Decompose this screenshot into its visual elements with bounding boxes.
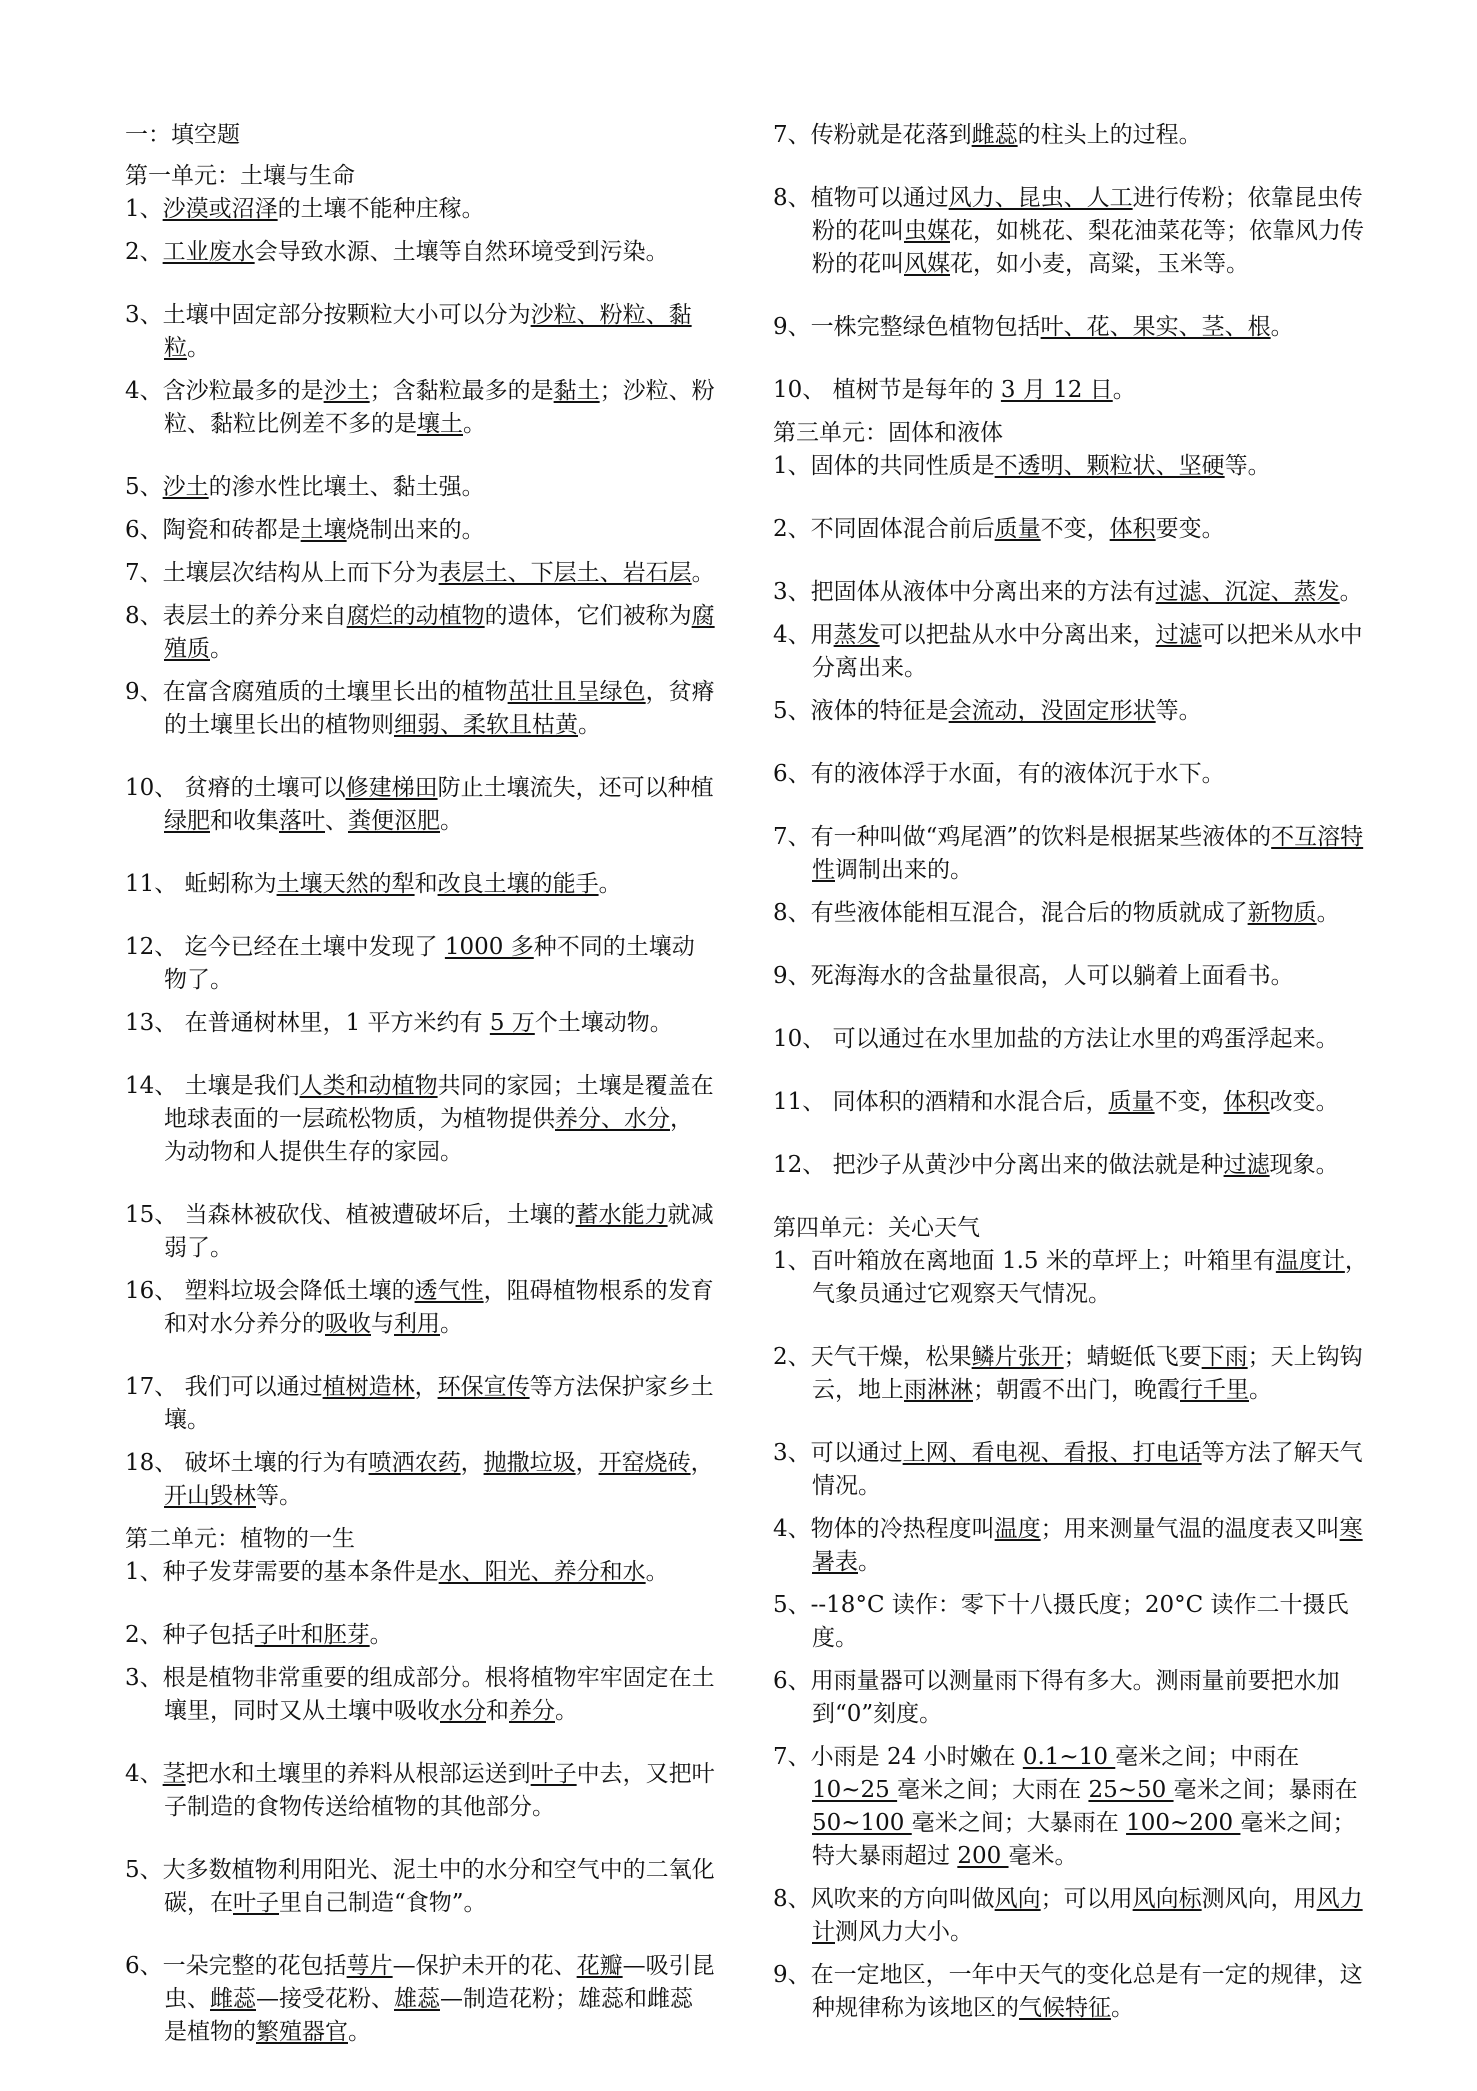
question-text: ，	[414, 1374, 438, 1400]
answer-text: 萼片	[346, 1953, 393, 1979]
question-text: ；沙粒、粉粒、黏粒比例差不多的是	[164, 378, 715, 437]
right-question-item	[773, 897, 1368, 930]
answer-text: 100~200	[1126, 1810, 1241, 1836]
question-text: 2、天气干燥，松果	[773, 1344, 972, 1370]
answer-text: 1000 多	[444, 934, 534, 960]
answer-text: 50~100	[812, 1810, 912, 1836]
question-text: 。	[1112, 377, 1136, 403]
question-text: 种不同的土壤动物了。	[164, 934, 695, 993]
left-question-item	[125, 1371, 715, 1437]
left-column	[125, 119, 715, 2059]
left-question-item	[125, 193, 715, 226]
right-question-item	[773, 1437, 1368, 1503]
answer-text: 水分	[440, 1698, 486, 1724]
question-text: ；含黏粒最多的是	[369, 378, 554, 404]
right-question-item	[773, 576, 1368, 609]
question-text: 毫米。	[1008, 1843, 1078, 1869]
answer-text: 不透明、颗粒状、坚硬	[994, 453, 1225, 479]
question-text: 11、 同体积的酒精和水混合后，	[773, 1089, 1109, 1115]
question-text: 10、 植树节是每年的	[773, 377, 1001, 403]
question-text: 毫米之间；中雨在	[1115, 1744, 1300, 1770]
right-question-item	[773, 1245, 1368, 1311]
right-question-item	[773, 1665, 1368, 1731]
question-text: 测风力大小。	[835, 1919, 973, 1945]
left-question-item	[125, 557, 715, 590]
question-text: 12、 迄今已经在土壤中发现了	[125, 934, 445, 960]
answer-text: 喷洒农药	[368, 1450, 461, 1476]
answer-text: 10~25	[812, 1777, 898, 1803]
question-text: 毫米之间；大暴雨在	[911, 1810, 1127, 1836]
question-text: 8、风吹来的方向叫做	[773, 1886, 995, 1912]
question-text: 7、小雨是 24 小时嫩在	[773, 1744, 1023, 1770]
answer-text: 过滤	[1223, 1152, 1270, 1178]
question-text: 8、有些液体能相互混合，混合后的物质就成了	[773, 900, 1248, 926]
answer-text: 会流动，没固定形状	[948, 698, 1156, 724]
left-question-item	[125, 471, 715, 504]
question-text: 8、表层土的养分来自	[125, 603, 347, 629]
right-question-item	[773, 695, 1368, 728]
answer-text: 吸收	[325, 1311, 371, 1337]
question-text: 。	[1316, 900, 1340, 926]
question-text: 3、把固体从液体中分离出来的方法有	[773, 579, 1156, 605]
question-text: 。	[1111, 1995, 1134, 2021]
answer-text: 雄蕊	[394, 1986, 440, 2012]
question-text: ；用来测量气温的温度表又叫	[1040, 1516, 1340, 1542]
question-text: 13、 在普通树林里，1 平方米约有	[125, 1010, 490, 1036]
question-text: 。	[598, 871, 622, 897]
question-text: 不变，	[1154, 1089, 1224, 1115]
answer-text: 利用	[394, 1311, 440, 1337]
right-question-item	[773, 1883, 1368, 1949]
question-text: 4、	[125, 1761, 163, 1787]
left-question-item	[125, 299, 715, 365]
left-question-item	[125, 1950, 715, 2049]
left-question-item	[125, 1619, 715, 1652]
answer-text: 风向	[994, 1886, 1041, 1912]
question-text: 3、可以通过	[773, 1440, 903, 1466]
right-column	[773, 119, 1368, 2035]
right-question-item	[773, 1086, 1368, 1119]
answer-text: 0.1~10	[1022, 1744, 1116, 1770]
right-question-item	[773, 1589, 1368, 1655]
question-text: 的遗体，它们被称为	[484, 603, 692, 629]
question-text: 4、用	[773, 622, 834, 648]
answer-text: 壤土	[417, 411, 463, 437]
question-text: 2、不同固体混合前后	[773, 516, 995, 542]
answer-text: 雨淋淋	[904, 1377, 973, 1403]
answer-text: 黏土	[553, 378, 600, 404]
question-text: 10、 贫瘠的土壤可以	[125, 775, 346, 801]
right-question-item	[773, 960, 1368, 993]
question-text: 要变。	[1155, 516, 1225, 542]
question-text: 和收集	[210, 808, 279, 834]
question-text: 8、植物可以通过	[773, 185, 949, 211]
question-text: 里自己制造“食物”。	[279, 1890, 487, 1916]
answer-text: 细弱、柔软且枯黄	[394, 712, 578, 738]
right-question-item	[773, 1341, 1368, 1407]
question-text: 和	[414, 871, 438, 897]
left-section-heading	[125, 119, 715, 152]
question-text: 花，如桃花、梨花油菜花等；依靠风力传粉的花叫	[812, 218, 1364, 277]
left-question-item	[125, 375, 715, 441]
question-text: 毫米之间；暴雨在	[1173, 1777, 1358, 1803]
question-text: 2、种子包括	[125, 1622, 255, 1648]
answer-text: 透气性	[414, 1278, 484, 1304]
right-question-item	[773, 1149, 1368, 1182]
answer-text: 沙漠或沼泽	[162, 196, 278, 222]
right-question-item	[773, 119, 1368, 152]
question-text: 会导致水源、土壤等自然环境受到污染。	[254, 239, 669, 265]
answer-text: 养分	[509, 1698, 555, 1724]
question-text: 。	[858, 1549, 881, 1575]
answer-text: 5 万	[489, 1010, 535, 1036]
answer-text: 寒暑表	[812, 1516, 1363, 1575]
answer-text: 虫媒	[904, 218, 950, 244]
question-text: 。	[440, 1311, 463, 1337]
answer-text: 温度	[994, 1516, 1041, 1542]
answer-text: 上网、看电视、看报、打电话	[902, 1440, 1202, 1466]
question-text: 1、	[125, 196, 163, 222]
question-text: 个土壤动物。	[534, 1010, 673, 1036]
right-question-item	[773, 1513, 1368, 1579]
question-text: 把水和土壤里的养料从根部运送到	[185, 1761, 531, 1787]
question-text: 和	[486, 1698, 509, 1724]
right-question-item	[773, 450, 1368, 483]
answer-text: 雌蕊	[971, 122, 1018, 148]
question-text: 7、有一种叫做“鸡尾酒”的饮料是根据某些液体的	[773, 824, 1272, 850]
left-question-item	[125, 676, 715, 742]
answer-text: 沙土	[162, 474, 209, 500]
question-text: 防止土壤流失，还可以种植	[437, 775, 714, 801]
answer-text: 人类和动植物	[299, 1073, 438, 1099]
question-text: 可以把盐从水中分离出来，	[879, 622, 1156, 648]
question-text: 。	[1270, 314, 1294, 340]
answer-text: 风向标	[1132, 1886, 1202, 1912]
question-text: ，	[575, 1450, 599, 1476]
answer-text: 土壤	[300, 517, 347, 543]
question-text: 9、在富含腐殖质的土壤里长出的植物	[125, 679, 508, 705]
left-question-item	[125, 1070, 715, 1169]
question-text: 11、 蚯蚓称为	[125, 871, 277, 897]
question-text: 花，如小麦，高粱，玉米等。	[950, 251, 1249, 277]
answer-text: 粪便沤肥	[348, 808, 440, 834]
answer-text: 叶、花、果实、茎、根	[1040, 314, 1271, 340]
question-text: 2、	[125, 239, 163, 265]
left-question-item	[125, 1447, 715, 1513]
answer-text: 工业废水	[162, 239, 255, 265]
question-text: 1、百叶箱放在离地面 1.5 米的草坪上；叶箱里有	[773, 1248, 1276, 1274]
question-text: 测风向，用	[1201, 1886, 1317, 1912]
question-text: 17、 我们可以通过	[125, 1374, 323, 1400]
question-text: 5、液体的特征是	[773, 698, 949, 724]
question-text: 进行传粉；依靠昆虫传粉的花叫	[812, 185, 1363, 244]
question-text: 15、 当森林被砍伐、植被遭破坏后，土壤的	[125, 1202, 576, 1228]
answer-text: 叶子	[233, 1890, 279, 1916]
question-text: 可以把米从水中分离出来。	[812, 622, 1363, 681]
answer-text: 新物质	[1247, 900, 1317, 926]
answer-text: 蓄水能力	[575, 1202, 668, 1228]
answer-text: 繁殖器官	[256, 2019, 348, 2045]
question-text: 。	[440, 808, 463, 834]
question-text: 中去，又把叶子制造的食物传送给植物的其他部分。	[164, 1761, 715, 1820]
right-question-item	[773, 619, 1368, 685]
answer-text: 植树造林	[322, 1374, 415, 1400]
question-text: 等。	[1155, 698, 1202, 724]
answer-text: 体积	[1223, 1089, 1270, 1115]
question-text: 7、土壤层次结构从上而下分为	[125, 560, 439, 586]
question-text: 第一单元：土壤与生命	[125, 163, 355, 189]
question-text: 5、--18°C 读作：零下十八摄氏度；20°C 读作二十摄氏度。	[773, 1592, 1349, 1651]
question-text: 1、固体的共同性质是	[773, 453, 995, 479]
right-question-item	[773, 513, 1368, 546]
question-text: 4、含沙粒最多的是	[125, 378, 324, 404]
answer-text: 质量	[994, 516, 1041, 542]
answer-text: 气候特征	[1019, 1995, 1111, 2021]
question-text: 4、物体的冷热程度叫	[773, 1516, 995, 1542]
answer-text: 行千里	[1180, 1377, 1249, 1403]
question-text: ；朝霞不出门，晚霞	[973, 1377, 1180, 1403]
answer-text: 养分、水分	[555, 1106, 670, 1132]
answer-text: 开窑烧砖	[598, 1450, 691, 1476]
question-text: 6、用雨量器可以测量雨下得有多大。测雨量前要把水加到“0”刻度。	[773, 1668, 1340, 1727]
question-text: 调制出来的。	[835, 857, 973, 883]
answer-text: 水、阳光、养分和水	[438, 1559, 646, 1585]
right-section-heading	[773, 417, 1368, 450]
question-text: 。	[645, 1559, 669, 1585]
answer-text: 风力计	[812, 1886, 1363, 1945]
left-question-item	[125, 1758, 715, 1824]
question-text: ，阻碍植物根系的发育和对水分养分的	[164, 1278, 714, 1337]
question-text: 10、 可以通过在水里加盐的方法让水里的鸡蛋浮起来。	[773, 1026, 1339, 1052]
left-question-item	[125, 1007, 715, 1040]
question-text: —吸引昆虫、	[164, 1953, 715, 2012]
answer-text: 雌蕊	[210, 1986, 256, 2012]
left-question-item	[125, 1854, 715, 1920]
question-text: 等。	[1224, 453, 1271, 479]
left-question-item	[125, 1662, 715, 1728]
question-text: 第二单元：植物的一生	[125, 1526, 355, 1552]
answer-text: 沙土	[323, 378, 370, 404]
question-text: ；可以用	[1040, 1886, 1133, 1912]
answer-text: 25~50	[1088, 1777, 1174, 1803]
right-question-item	[773, 821, 1368, 887]
answer-text: 花瓣	[576, 1953, 623, 1979]
question-text: 等。	[256, 1483, 302, 1509]
answer-text: 温度计	[1275, 1248, 1345, 1274]
question-text: 9、一株完整绿色植物包括	[773, 314, 1041, 340]
question-text: 。	[578, 712, 601, 738]
question-text: 。	[187, 335, 210, 361]
answer-text: 叶子	[530, 1761, 577, 1787]
question-text: 3、根是植物非常重要的组成部分。根将植物牢牢固定在土壤里，同时又从土壤中吸收	[125, 1665, 715, 1724]
question-text: 烧制出来的。	[346, 517, 485, 543]
right-question-item	[773, 1959, 1368, 2025]
right-section-heading	[773, 1212, 1368, 1245]
question-text: 毫米之间；大雨在	[897, 1777, 1089, 1803]
question-text: 9、死海海水的含盐量很高，人可以躺着上面看书。	[773, 963, 1294, 989]
question-text: 现象。	[1269, 1152, 1339, 1178]
answer-text: 质量	[1108, 1089, 1155, 1115]
right-question-item	[773, 1741, 1368, 1873]
left-question-item	[125, 1275, 715, 1341]
question-text: 一：填空题	[125, 122, 240, 148]
question-text: 。	[369, 1622, 393, 1648]
answer-text: 抛撒垃圾	[483, 1450, 576, 1476]
question-text: ；天上钩钩云，地上	[812, 1344, 1363, 1403]
question-text: 。	[1339, 579, 1363, 605]
left-section-heading	[125, 160, 715, 193]
right-question-item	[773, 758, 1368, 791]
answer-text: 绿肥	[164, 808, 210, 834]
answer-text: 200	[957, 1843, 1009, 1869]
question-text: —保护未开的花、	[392, 1953, 577, 1979]
question-text: 、	[325, 808, 348, 834]
answer-text: 过滤、沉淀、蒸发	[1155, 579, 1340, 605]
question-text: 6、有的液体浮于水面，有的液体沉于水下。	[773, 761, 1225, 787]
question-text: 。	[348, 2019, 371, 2045]
question-text: ；蜻蜓低飞要	[1063, 1344, 1202, 1370]
answer-text: 下雨	[1201, 1344, 1248, 1370]
right-question-item	[773, 182, 1368, 281]
question-text: 与	[371, 1311, 394, 1337]
question-text: 12、 把沙子从黄沙中分离出来的做法就是种	[773, 1152, 1224, 1178]
question-text: 3、土壤中固定部分按颗粒大小可以分为	[125, 302, 531, 328]
answer-text: 沙粒、粉粒、黏粒	[164, 302, 692, 361]
question-text: —制造花粉；雄蕊和雌蕊是植物的	[164, 1986, 693, 2045]
left-question-item	[125, 1199, 715, 1265]
question-text: 的柱头上的过程。	[1017, 122, 1202, 148]
question-text: 5、大多数植物利用阳光、泥土中的水分和空气中的二氧化碳，在	[125, 1857, 715, 1916]
answer-text: 风力、昆虫、人工	[948, 185, 1133, 211]
right-question-item	[773, 374, 1368, 407]
answer-text: 修建梯田	[345, 775, 438, 801]
answer-text: 土壤天然的犁	[276, 871, 415, 897]
answer-text: 茁壮且呈绿色	[507, 679, 646, 705]
question-text: ，	[460, 1450, 484, 1476]
question-text: 就减弱了。	[164, 1202, 714, 1261]
question-text: 9、在一定地区，一年中天气的变化总是有一定的规律，这种规律称为该地区的	[773, 1962, 1363, 2021]
question-text: 第三单元：固体和液体	[773, 420, 1003, 446]
answer-text: 环保宣传	[437, 1374, 530, 1400]
question-text: 18、 破坏土壤的行为有	[125, 1450, 369, 1476]
question-text: 5、	[125, 474, 163, 500]
question-text: 共同的家园；土壤是覆盖在地球表面的一层疏松物质，为植物提供	[164, 1073, 714, 1132]
question-text: 改变。	[1269, 1089, 1339, 1115]
question-text: 不变，	[1040, 516, 1110, 542]
question-text: 14、 土壤是我们	[125, 1073, 300, 1099]
question-text: ，贫瘠的土壤里长出的植物则	[164, 679, 715, 738]
question-text: 6、一朵完整的花包括	[125, 1953, 347, 1979]
answer-text: 3 月 12 日	[1000, 377, 1113, 403]
question-text: 。	[463, 411, 486, 437]
answer-text: 过滤	[1155, 622, 1202, 648]
answer-text: 开山毁林	[164, 1483, 256, 1509]
answer-text: 鳞片张开	[971, 1344, 1064, 1370]
question-text: 7、传粉就是花落到	[773, 122, 972, 148]
answer-text: 不互溶特性	[812, 824, 1364, 883]
left-question-item	[125, 600, 715, 666]
answer-text: 改良土壤的能手	[437, 871, 599, 897]
question-text: —接受花粉、	[256, 1986, 394, 2012]
question-text: 。	[210, 636, 233, 662]
question-text: 的渗水性比壤土、黏土强。	[208, 474, 485, 500]
answer-text: 茎	[162, 1761, 186, 1787]
question-text: 的土壤不能种庄稼。	[277, 196, 485, 222]
question-text: 1、种子发芽需要的基本条件是	[125, 1559, 439, 1585]
question-text: 。	[1249, 1377, 1272, 1403]
left-question-item	[125, 514, 715, 547]
right-question-item	[773, 1023, 1368, 1056]
question-text: 第四单元：关心天气	[773, 1215, 980, 1241]
answer-text: 风媒	[904, 251, 950, 277]
left-question-item	[125, 1556, 715, 1589]
answer-text: 腐烂的动植物	[346, 603, 485, 629]
question-text: 6、陶瓷和砖都是	[125, 517, 301, 543]
left-question-item	[125, 236, 715, 269]
answer-text: 蒸发	[833, 622, 880, 648]
left-question-item	[125, 868, 715, 901]
question-text: ，气象员通过它观察天气情况。	[812, 1248, 1368, 1307]
answer-text: 子叶和胚芽	[254, 1622, 370, 1648]
question-text: ，为动物和人提供生存的家园。	[164, 1106, 693, 1165]
left-section-heading	[125, 1523, 715, 1556]
question-text: ，	[690, 1450, 714, 1476]
left-question-item	[125, 931, 715, 997]
answer-text: 落叶	[279, 808, 325, 834]
left-question-item	[125, 772, 715, 838]
right-question-item	[773, 311, 1368, 344]
question-text: 。	[555, 1698, 578, 1724]
question-text: 等方法保护家乡土壤。	[164, 1374, 714, 1433]
question-text: 毫米之间；特大暴雨超过	[812, 1810, 1356, 1869]
question-text: 16、 塑料垃圾会降低土壤的	[125, 1278, 415, 1304]
answer-text: 体积	[1109, 516, 1156, 542]
question-text: 。	[691, 560, 715, 586]
question-text: 等方法了解天气情况。	[812, 1440, 1363, 1499]
answer-text: 表层土、下层土、岩石层	[438, 560, 692, 586]
answer-text: 腐殖质	[164, 603, 715, 662]
